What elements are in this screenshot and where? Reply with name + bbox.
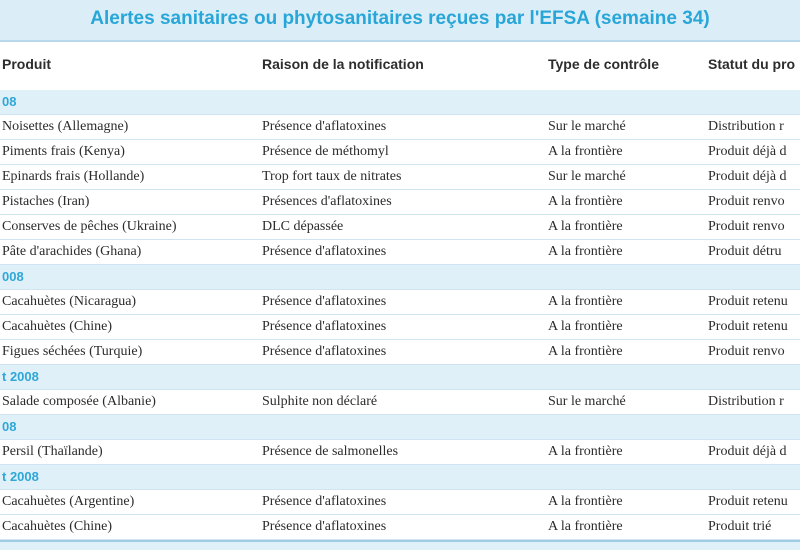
table-group-row: [0, 465, 800, 490]
cell-statut: Distribution r: [708, 394, 784, 409]
cell-raison: Présence d'aflatoxines: [262, 319, 387, 334]
cell-type: Sur le marché: [548, 119, 626, 134]
table-row: [0, 490, 800, 515]
cell-raison: Présence d'aflatoxines: [262, 244, 387, 259]
cell-raison: Sulphite non déclaré: [262, 394, 378, 409]
cell-type: A la frontière: [548, 494, 623, 509]
table-header-row: [0, 42, 800, 90]
cell-type: A la frontière: [548, 294, 623, 309]
table-group-row: [0, 415, 800, 440]
column-header-raison: Raison de la notification: [262, 56, 424, 72]
cell-produit: Conserves de pêches (Ukraine): [2, 219, 177, 234]
table-row: [0, 340, 800, 365]
cell-produit: Cacahuètes (Argentine): [2, 494, 135, 509]
cell-produit: Piments frais (Kenya): [2, 144, 125, 159]
cell-type: A la frontière: [548, 319, 623, 334]
cell-raison: Présence d'aflatoxines: [262, 294, 387, 309]
table-row: [0, 115, 800, 140]
table-row: [0, 440, 800, 465]
table-body: [0, 90, 800, 540]
column-header-type: Type de contrôle: [548, 56, 659, 72]
table-row: [0, 140, 800, 165]
title-bar: [0, 0, 800, 42]
cell-statut: Produit renvo: [708, 344, 785, 359]
cell-type: A la frontière: [548, 444, 623, 459]
column-header-statut: Statut du pro: [708, 56, 796, 72]
cell-raison: Trop fort taux de nitrates: [262, 169, 402, 184]
group-date-label: 08: [2, 94, 17, 109]
cell-type: Sur le marché: [548, 394, 626, 409]
table-bottom-bar: [0, 540, 800, 550]
group-date-label: 08: [2, 419, 17, 434]
cell-raison: DLC dépassée: [262, 219, 344, 234]
cell-raison: Présence de méthomyl: [262, 144, 389, 159]
group-date-label: t 2008: [2, 469, 39, 484]
cell-statut: Produit retenu: [708, 319, 788, 334]
cell-produit: Salade composée (Albanie): [2, 394, 156, 409]
cell-raison: Présence d'aflatoxines: [262, 119, 387, 134]
cell-produit: Cacahuètes (Chine): [2, 319, 113, 334]
cell-raison: Présence d'aflatoxines: [262, 494, 387, 509]
cell-type: A la frontière: [548, 194, 623, 209]
cell-statut: Produit retenu: [708, 494, 788, 509]
cell-produit: Epinards frais (Hollande): [2, 169, 145, 184]
table-row: [0, 315, 800, 340]
cell-raison: Présences d'aflatoxines: [262, 194, 392, 209]
cell-produit: Cacahuètes (Chine): [2, 519, 113, 534]
cell-type: A la frontière: [548, 519, 623, 534]
table-row: [0, 240, 800, 265]
table-row: [0, 390, 800, 415]
table-title: Alertes sanitaires ou phytosanitaires reçues par l'EFSA (semaine 34): [90, 8, 710, 29]
cell-raison: Présence d'aflatoxines: [262, 344, 387, 359]
cell-produit: Pistaches (Iran): [2, 194, 90, 209]
table-group-row: [0, 90, 800, 115]
group-date-label: t 2008: [2, 369, 39, 384]
group-date-label: 008: [2, 269, 24, 284]
cell-statut: Produit retenu: [708, 294, 788, 309]
cell-produit: Cacahuètes (Nicaragua): [2, 294, 137, 309]
cell-statut: Distribution r: [708, 119, 784, 134]
cell-statut: Produit détru: [708, 244, 782, 259]
cell-statut: Produit déjà d: [708, 444, 787, 459]
table-group-row: [0, 265, 800, 290]
cell-type: Sur le marché: [548, 169, 626, 184]
cell-type: A la frontière: [548, 344, 623, 359]
column-header-produit: Produit: [2, 56, 51, 72]
table-row: [0, 165, 800, 190]
table-row: [0, 190, 800, 215]
cell-type: A la frontière: [548, 219, 623, 234]
cell-produit: Noisettes (Allemagne): [2, 119, 129, 134]
cell-raison: Présence de salmonelles: [262, 444, 399, 459]
table-row: [0, 215, 800, 240]
cell-type: A la frontière: [548, 144, 623, 159]
table-row: [0, 290, 800, 315]
cell-raison: Présence d'aflatoxines: [262, 519, 387, 534]
cell-statut: Produit déjà d: [708, 169, 787, 184]
table-group-row: [0, 365, 800, 390]
cell-produit: Figues séchées (Turquie): [2, 344, 143, 359]
cell-statut: Produit déjà d: [708, 144, 787, 159]
cell-produit: Pâte d'arachides (Ghana): [2, 244, 142, 259]
cell-statut: Produit trié: [708, 519, 772, 534]
cell-type: A la frontière: [548, 244, 623, 259]
cell-produit: Persil (Thaïlande): [2, 444, 103, 459]
cell-statut: Produit renvo: [708, 194, 785, 209]
cell-statut: Produit renvo: [708, 219, 785, 234]
table-row: [0, 515, 800, 540]
